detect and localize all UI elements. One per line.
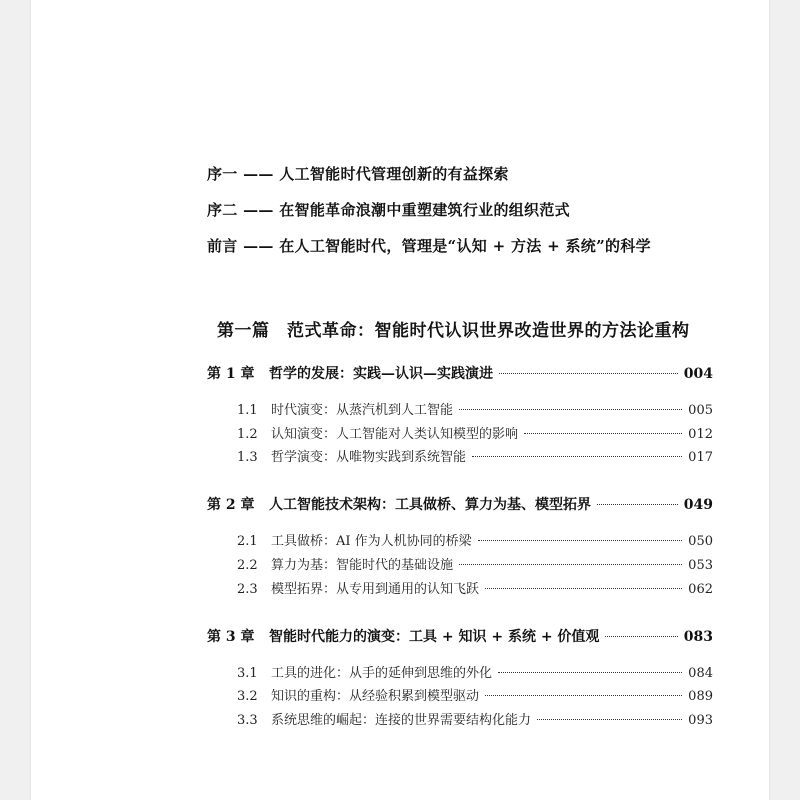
- section-page-number: 093: [688, 713, 713, 728]
- chapter-number: 第 2 章: [207, 497, 255, 513]
- section-number: 2.3: [237, 582, 258, 597]
- dot-leader: [485, 695, 682, 696]
- chapter-title: 哲学的发展：实践—认识—实践演进: [269, 366, 493, 382]
- section-title: 模型拓界：从专用到通用的认知飞跃: [271, 582, 480, 597]
- section-entry[interactable]: [237, 554, 713, 573]
- dot-leader: [459, 564, 682, 565]
- section-title: 算力为基：智能时代的基础设施: [271, 558, 454, 573]
- chapter-page-number: 083: [683, 629, 713, 645]
- section-entry[interactable]: [237, 423, 713, 442]
- section-entry[interactable]: [237, 399, 713, 418]
- chapter-entry[interactable]: [207, 626, 713, 646]
- section-number: 3.2: [237, 689, 258, 704]
- dot-leader: [459, 409, 682, 410]
- section-page-number: 050: [688, 534, 713, 549]
- part-title: 第一篇 范式革命：智能时代认识世界改造世界的方法论重构: [217, 321, 690, 341]
- section-title: 系统思维的崛起：连接的世界需要结构化能力: [271, 713, 532, 728]
- chapter-number: 第 3 章: [207, 629, 255, 645]
- section-number: 2.1: [237, 534, 258, 549]
- chapter-page-number: 049: [683, 497, 713, 513]
- section-number: 3.3: [237, 713, 258, 728]
- section-page-number: 005: [688, 403, 713, 418]
- chapter-entry[interactable]: [207, 363, 713, 383]
- dot-leader: [498, 672, 682, 673]
- section-page-number: 089: [688, 689, 713, 704]
- foreword: 前言 —— 在人工智能时代，管理是“认知 + 方法 + 系统”的科学: [207, 237, 651, 255]
- section-page-number: 017: [688, 450, 713, 465]
- section-title: 认知演变：人工智能对人类认知模型的影响: [271, 427, 519, 442]
- dot-leader: [537, 719, 682, 720]
- section-number: 1.2: [237, 427, 258, 442]
- dot-leader: [499, 373, 678, 374]
- chapter-title: 智能时代能力的演变：工具 + 知识 + 系统 + 价值观: [269, 629, 600, 645]
- section-title: 工具做桥：AI 作为人机协同的桥梁: [271, 534, 472, 549]
- section-title: 知识的重构：从经验积累到模型驱动: [271, 689, 480, 704]
- section-title: 哲学演变：从唯物实践到系统智能: [271, 450, 467, 465]
- section-entry[interactable]: [237, 530, 713, 549]
- dot-leader: [485, 588, 682, 589]
- dot-leader: [597, 504, 678, 505]
- section-page-number: 084: [688, 666, 713, 681]
- preface-2: 序二 —— 在智能革命浪潮中重塑建筑行业的组织范式: [207, 201, 570, 219]
- section-page-number: 012: [688, 427, 713, 442]
- preface-1: 序一 —— 人工智能时代管理创新的有益探索: [207, 165, 509, 183]
- toc-page: [31, 0, 769, 800]
- section-number: 3.1: [237, 666, 258, 681]
- section-entry[interactable]: [237, 685, 713, 704]
- dot-leader: [478, 540, 683, 541]
- dot-leader: [472, 456, 682, 457]
- section-entry[interactable]: [237, 446, 713, 465]
- section-entry[interactable]: [237, 709, 713, 728]
- dot-leader: [524, 433, 682, 434]
- section-page-number: 062: [688, 582, 713, 597]
- section-entry[interactable]: [237, 578, 713, 597]
- section-title: 时代演变：从蒸汽机到人工智能: [271, 403, 454, 418]
- section-number: 2.2: [237, 558, 258, 573]
- section-page-number: 053: [688, 558, 713, 573]
- section-number: 1.3: [237, 450, 258, 465]
- chapter-number: 第 1 章: [207, 366, 255, 382]
- chapter-entry[interactable]: [207, 494, 713, 514]
- section-title: 工具的进化：从手的延伸到思维的外化: [271, 666, 493, 681]
- section-entry[interactable]: [237, 662, 713, 681]
- chapter-title: 人工智能技术架构：工具做桥、算力为基、模型拓界: [269, 497, 591, 513]
- section-number: 1.1: [237, 403, 258, 418]
- chapter-page-number: 004: [683, 366, 713, 382]
- dot-leader: [605, 636, 677, 637]
